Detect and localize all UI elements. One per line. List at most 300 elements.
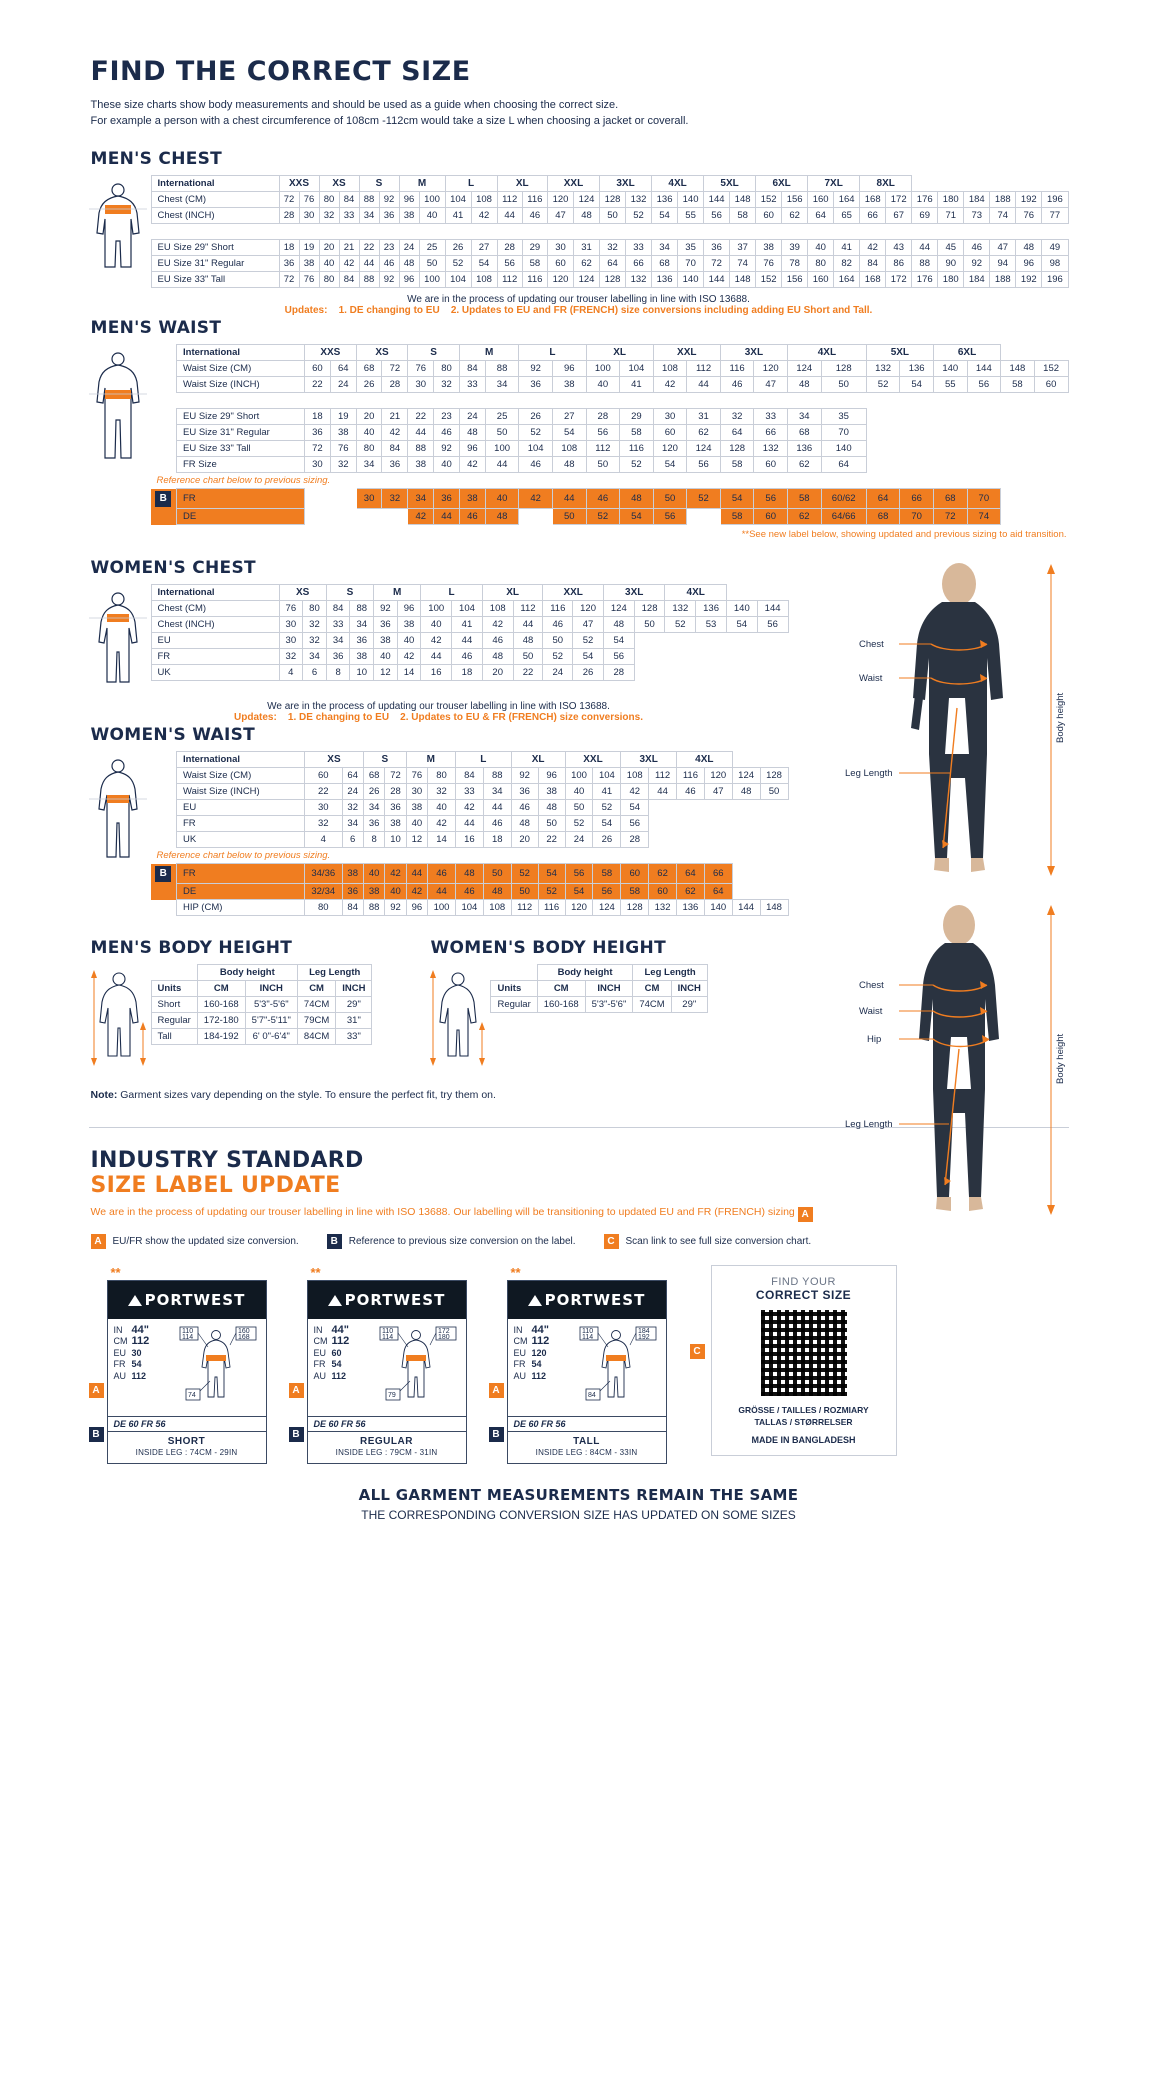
- cell: 33: [455, 784, 483, 800]
- cell: 44: [552, 489, 586, 509]
- brand-name: PORTWEST: [144, 1291, 246, 1309]
- row-label: Chest (INCH): [151, 208, 279, 224]
- cell: 36: [385, 800, 406, 816]
- cell: 66: [900, 489, 934, 509]
- chip-c-icon: C: [604, 1234, 619, 1249]
- cell: 25: [485, 409, 519, 425]
- table-row: [151, 208, 1068, 224]
- footnote-label: Note:: [90, 1089, 118, 1101]
- label-card-body: [507, 1280, 667, 1464]
- bh-row: [151, 1013, 372, 1029]
- cell: 48: [455, 864, 483, 884]
- cell: 36: [511, 784, 538, 800]
- cell: 26: [363, 784, 384, 800]
- previous-size-conversion: DE 60 FR 56: [108, 1416, 266, 1431]
- row-label: FR: [177, 816, 305, 832]
- cell: 50: [538, 816, 565, 832]
- cell: 54: [652, 208, 678, 224]
- chip-a-inline: A: [798, 1207, 813, 1222]
- table-row: [151, 601, 788, 617]
- callout-female-leg-length: Leg Length: [844, 1119, 893, 1130]
- cell: 68: [363, 768, 384, 784]
- bh-row: [151, 997, 372, 1013]
- cell: 44: [359, 256, 379, 272]
- badge-spacer: [151, 784, 177, 800]
- cell: 47: [990, 240, 1016, 256]
- cell: 164: [834, 272, 860, 288]
- cell: 36: [379, 208, 399, 224]
- cell: 52: [665, 617, 696, 633]
- svg-text:168: 168: [237, 1333, 250, 1341]
- cell: 44: [513, 617, 543, 633]
- bh-units-row: [151, 981, 372, 997]
- cell: 112: [649, 768, 677, 784]
- cell: 53: [696, 617, 727, 633]
- cell: 192: [1016, 272, 1042, 288]
- cell: 128: [600, 192, 626, 208]
- cell: 140: [933, 361, 967, 377]
- cell: 46: [519, 457, 553, 473]
- cell: 24: [330, 377, 356, 393]
- cell: 140: [678, 192, 704, 208]
- cell: 42: [621, 784, 649, 800]
- cell: 36: [305, 425, 331, 441]
- cell: 136: [652, 192, 678, 208]
- cell: 38: [756, 240, 782, 256]
- row-label: EU Size 33" Tall: [151, 272, 279, 288]
- fit-name: REGULAR: [360, 1435, 413, 1447]
- col-size-xxl: XXL: [547, 176, 599, 192]
- womens-body-height-block: [428, 964, 707, 1071]
- cell: 42: [385, 864, 406, 884]
- cell: 140: [726, 601, 757, 617]
- col-size-xxs: XXS: [305, 345, 357, 361]
- spec-value: 44": [131, 1323, 149, 1336]
- col-size-7xl: 7XL: [808, 176, 860, 192]
- cell: 32: [720, 409, 754, 425]
- table-row: [151, 649, 788, 665]
- callout-male-leg-length: Leg Length: [844, 768, 893, 779]
- col-international: International: [177, 345, 305, 361]
- cell: 74: [967, 509, 1001, 525]
- mens-waist-table: [151, 344, 1069, 525]
- spec-key: AU: [313, 1370, 327, 1381]
- cell: 23: [434, 409, 460, 425]
- cell: 176: [912, 192, 938, 208]
- row-label: DE: [177, 509, 305, 525]
- cell: 41: [445, 208, 471, 224]
- mens-waist-figure: [89, 344, 151, 473]
- body-illustrations: [839, 558, 1069, 1234]
- cell: 38: [342, 864, 363, 884]
- cell: 44: [912, 240, 938, 256]
- cell: 76: [1016, 208, 1042, 224]
- badge-spacer: [151, 345, 177, 361]
- cell: 90: [938, 256, 964, 272]
- cell: 80: [434, 361, 460, 377]
- cell: 54: [720, 489, 754, 509]
- cell: 8: [326, 665, 350, 681]
- cell: 54: [573, 649, 604, 665]
- spec-row: [514, 1371, 552, 1383]
- cell: 28: [621, 832, 649, 848]
- cell: 120: [573, 601, 604, 617]
- bh-cell: 31": [336, 1013, 372, 1029]
- previous-size-conversion: DE 60 FR 56: [508, 1416, 666, 1431]
- cell: 60: [305, 361, 331, 377]
- cell: 80: [303, 601, 327, 617]
- cell: 26: [356, 377, 382, 393]
- cell: 56: [687, 457, 721, 473]
- table-header-row: [151, 345, 1069, 361]
- cell: 42: [428, 816, 456, 832]
- cell: 47: [704, 784, 732, 800]
- cell: 124: [732, 768, 760, 784]
- updates-label-womens: Updates:: [234, 712, 277, 723]
- cell: 30: [279, 617, 303, 633]
- cell: 60: [305, 768, 343, 784]
- cell: 32: [434, 377, 460, 393]
- cell: 19: [330, 409, 356, 425]
- badge-spacer: [151, 409, 177, 425]
- cell: 60: [649, 884, 677, 900]
- cell: 64: [720, 425, 754, 441]
- cell: 27: [552, 409, 586, 425]
- cell: 6: [303, 665, 327, 681]
- cell: 64: [342, 768, 363, 784]
- cell: 88: [485, 361, 519, 377]
- cell: 172: [886, 272, 912, 288]
- cell: 46: [379, 256, 399, 272]
- cell: 42: [421, 633, 452, 649]
- cell: 28: [385, 784, 406, 800]
- spec-value: 112: [131, 1335, 150, 1347]
- cell: 65: [834, 208, 860, 224]
- bh-group-body-height: Body height: [537, 965, 633, 981]
- label-body-diagram: [552, 1325, 660, 1409]
- cell: 96: [399, 272, 419, 288]
- cell: 56: [757, 617, 788, 633]
- row-label: Waist Size (CM): [177, 361, 305, 377]
- cell: 92: [519, 361, 553, 377]
- cell: 34: [408, 489, 434, 509]
- label-spec-list: [314, 1325, 352, 1414]
- table-row: [151, 192, 1068, 208]
- cell: 22: [538, 832, 565, 848]
- table-row: [151, 457, 1069, 473]
- cell: 62: [788, 509, 822, 525]
- cell: 38: [299, 256, 319, 272]
- cell: 84: [382, 441, 408, 457]
- bh-unit: CM: [197, 981, 245, 997]
- badge-b: [151, 489, 177, 509]
- cell: 4: [305, 832, 343, 848]
- cell: 68: [866, 509, 900, 525]
- cell: 60: [756, 208, 782, 224]
- callout-female-body-height: Body height: [1054, 1033, 1066, 1084]
- cell: 58: [621, 884, 649, 900]
- cell: 56: [754, 489, 788, 509]
- cell: 52: [538, 884, 565, 900]
- legend-a-text: EU/FR show the updated size conversion.: [112, 1236, 299, 1247]
- previous-sizing-row-fr: [151, 489, 1069, 509]
- cell: 38: [374, 633, 398, 649]
- label-figure: [152, 1325, 260, 1414]
- previous-sizing-row-fr: [151, 864, 789, 884]
- spec-value: 44": [531, 1323, 549, 1336]
- cell: 32: [382, 489, 408, 509]
- cell: 88: [359, 272, 379, 288]
- cell: 32: [330, 457, 356, 473]
- cell: 46: [483, 816, 511, 832]
- table-header-row: [151, 752, 789, 768]
- qr-languages: GRÖSSE / TAILLES / ROZMIARY TALLAS / STØRRELSER: [738, 1405, 869, 1427]
- cell: 30: [305, 800, 343, 816]
- table-row: [151, 361, 1069, 377]
- cell: 33: [754, 409, 788, 425]
- col-size-3xl: 3XL: [720, 345, 787, 361]
- cell: 44: [687, 377, 721, 393]
- row-label: EU: [177, 800, 305, 816]
- cell: 56: [593, 884, 621, 900]
- cell: 54: [621, 800, 649, 816]
- size-label-card: [489, 1265, 667, 1464]
- bh-units-label: Units: [151, 981, 197, 997]
- cell: 40: [363, 864, 384, 884]
- row-label: FR: [151, 649, 279, 665]
- table-row: [151, 816, 789, 832]
- cell: 148: [730, 272, 756, 288]
- cell: 80: [356, 441, 382, 457]
- cell: 92: [379, 192, 399, 208]
- mens-body-height-table: [151, 964, 373, 1045]
- legend-item-a: [91, 1234, 299, 1249]
- cell: 108: [482, 601, 513, 617]
- callout-female-chest: Chest: [858, 980, 884, 991]
- heading-industry-standard: INDUSTRY STANDARD: [90, 1148, 364, 1173]
- cell: [305, 489, 331, 509]
- cell: 52: [866, 377, 900, 393]
- cell: 92: [964, 256, 990, 272]
- cell: 77: [1042, 208, 1068, 224]
- cell: 12: [374, 665, 398, 681]
- cell: 14: [397, 665, 421, 681]
- cell: 196: [1042, 272, 1068, 288]
- label-asterisks: **: [310, 1265, 321, 1280]
- cell: 46: [964, 240, 990, 256]
- label-legend: [91, 1234, 1069, 1249]
- mens-waist-iso-note: [89, 294, 1069, 316]
- bh-group-header: [151, 965, 372, 981]
- cell: 52: [586, 509, 620, 525]
- cell: 100: [421, 601, 452, 617]
- svg-text:160: 160: [237, 1327, 250, 1335]
- cell: 64: [330, 361, 356, 377]
- womens-chest-block: [89, 584, 789, 695]
- cell: 44: [408, 425, 434, 441]
- cell: 92: [385, 900, 406, 916]
- cell: 80: [319, 272, 339, 288]
- cell: 76: [756, 256, 782, 272]
- cell: 34/36: [305, 864, 343, 884]
- spec-value: 112: [531, 1335, 550, 1347]
- cell: 64: [808, 208, 834, 224]
- industry-subtitle-text: We are in the process of updating our trouser labelling in line with ISO 13688. Our labelling will be transitioning to updated EU and FR (FRENCH) sizing: [90, 1206, 795, 1218]
- cell: 188: [990, 192, 1016, 208]
- table-row: [151, 784, 789, 800]
- cell: 38: [350, 649, 374, 665]
- col-size-xl: XL: [511, 752, 565, 768]
- qr-code[interactable]: [761, 1310, 847, 1396]
- cell: 32: [303, 633, 327, 649]
- spec-row: [114, 1348, 152, 1360]
- cell: 70: [678, 256, 704, 272]
- bh-cell: 29": [336, 997, 372, 1013]
- row-label: UK: [151, 665, 279, 681]
- cell: 33: [626, 240, 652, 256]
- cell: [305, 509, 331, 525]
- bh-unit: INCH: [336, 981, 372, 997]
- size-label-card: [89, 1265, 267, 1464]
- bh-cell: 160-168: [197, 997, 245, 1013]
- cell: 92: [511, 768, 538, 784]
- qr-card[interactable]: [693, 1265, 897, 1456]
- cell: 54: [565, 884, 593, 900]
- col-size-m: M: [399, 176, 445, 192]
- cell: 46: [720, 377, 754, 393]
- cell: 42: [482, 617, 513, 633]
- cell: 45: [938, 240, 964, 256]
- cell: 60: [754, 509, 788, 525]
- cell: 112: [497, 272, 522, 288]
- cell: 52: [626, 208, 652, 224]
- cell: 38: [397, 617, 421, 633]
- cell: 40: [586, 377, 620, 393]
- cell: 192: [1016, 192, 1042, 208]
- cell: 120: [704, 768, 732, 784]
- cell: 42: [397, 649, 421, 665]
- cell: 48: [482, 649, 513, 665]
- cell: 32: [428, 784, 456, 800]
- cell: 12: [406, 832, 427, 848]
- cell: 128: [600, 272, 626, 288]
- cell: 48: [483, 884, 511, 900]
- cell: 96: [397, 601, 421, 617]
- cell: 67: [886, 208, 912, 224]
- size-label-card: [289, 1265, 467, 1464]
- table-row: [151, 425, 1069, 441]
- cell: 58: [720, 509, 754, 525]
- cell: [382, 509, 408, 525]
- fit-name: TALL: [573, 1435, 600, 1447]
- cell: 47: [754, 377, 788, 393]
- cell: 100: [428, 900, 456, 916]
- svg-text:114: 114: [181, 1333, 193, 1341]
- spec-key: IN: [113, 1324, 123, 1335]
- cell: 34: [326, 633, 350, 649]
- svg-text:192: 192: [637, 1333, 650, 1341]
- cell: [330, 509, 356, 525]
- cell: 112: [511, 900, 538, 916]
- bh-unit: INCH: [585, 981, 633, 997]
- cell: 112: [586, 441, 620, 457]
- cell: 22: [305, 784, 343, 800]
- cell: 26: [519, 409, 553, 425]
- cell: 62: [677, 884, 705, 900]
- bh-corner: [151, 965, 197, 981]
- cell: 136: [696, 601, 727, 617]
- cell: 124: [593, 900, 621, 916]
- spec-value: 112: [331, 1370, 347, 1381]
- mens-bh-tbody: [151, 965, 372, 1045]
- cell: 120: [565, 900, 593, 916]
- spec-key: FR: [113, 1359, 126, 1369]
- cell: 62: [649, 864, 677, 884]
- svg-text:110: 110: [381, 1327, 393, 1335]
- bh-cell: 5'3"-5'6": [585, 997, 633, 1013]
- cell: 124: [574, 272, 600, 288]
- cell: 120: [754, 361, 788, 377]
- spec-value: 112: [331, 1335, 350, 1347]
- cell: 132: [649, 900, 677, 916]
- cell: 72: [382, 361, 408, 377]
- cell: 18: [279, 240, 299, 256]
- brand-logo: [308, 1281, 466, 1319]
- cell: 84: [339, 192, 359, 208]
- cell: 42: [860, 240, 886, 256]
- cell: 40: [356, 425, 382, 441]
- inside-leg-text: INSIDE LEG : 74CM - 29IN: [135, 1447, 238, 1457]
- cell: 124: [788, 361, 822, 377]
- row-label: Waist Size (CM): [177, 768, 305, 784]
- bh-cell: 160-168: [537, 997, 585, 1013]
- hip-row: [151, 900, 789, 916]
- cell: 46: [511, 800, 538, 816]
- cell: 152: [756, 272, 782, 288]
- cell: 62: [788, 457, 822, 473]
- cell: 98: [1042, 256, 1068, 272]
- mens-chest-tbody: [151, 176, 1068, 288]
- cell: 50: [760, 784, 788, 800]
- cell: 44: [452, 633, 483, 649]
- cell: 54: [653, 457, 687, 473]
- cell: 108: [653, 361, 687, 377]
- cell: 58: [522, 256, 547, 272]
- badge-b-icon: B: [155, 866, 171, 882]
- cell: 132: [626, 192, 652, 208]
- legend-b-text: Reference to previous size conversion on the label.: [348, 1236, 576, 1247]
- cell: 50: [419, 256, 445, 272]
- bh-cell: 79CM: [297, 1013, 335, 1029]
- cell: 160: [808, 192, 834, 208]
- row-label: Waist Size (INCH): [177, 784, 305, 800]
- cell: 72: [279, 192, 299, 208]
- cell: 4: [279, 665, 303, 681]
- chip-a-marker: A: [89, 1383, 104, 1398]
- cell: 44: [485, 457, 519, 473]
- col-size-5xl: 5XL: [704, 176, 756, 192]
- cell: 28: [279, 208, 299, 224]
- cell: [356, 509, 382, 525]
- cell: 78: [782, 256, 808, 272]
- cell: 44: [421, 649, 452, 665]
- cell: 86: [886, 256, 912, 272]
- cell: 26: [445, 240, 471, 256]
- table-row: [151, 409, 1069, 425]
- cell: 136: [788, 441, 822, 457]
- cell: 120: [547, 272, 573, 288]
- cell: 84: [339, 272, 359, 288]
